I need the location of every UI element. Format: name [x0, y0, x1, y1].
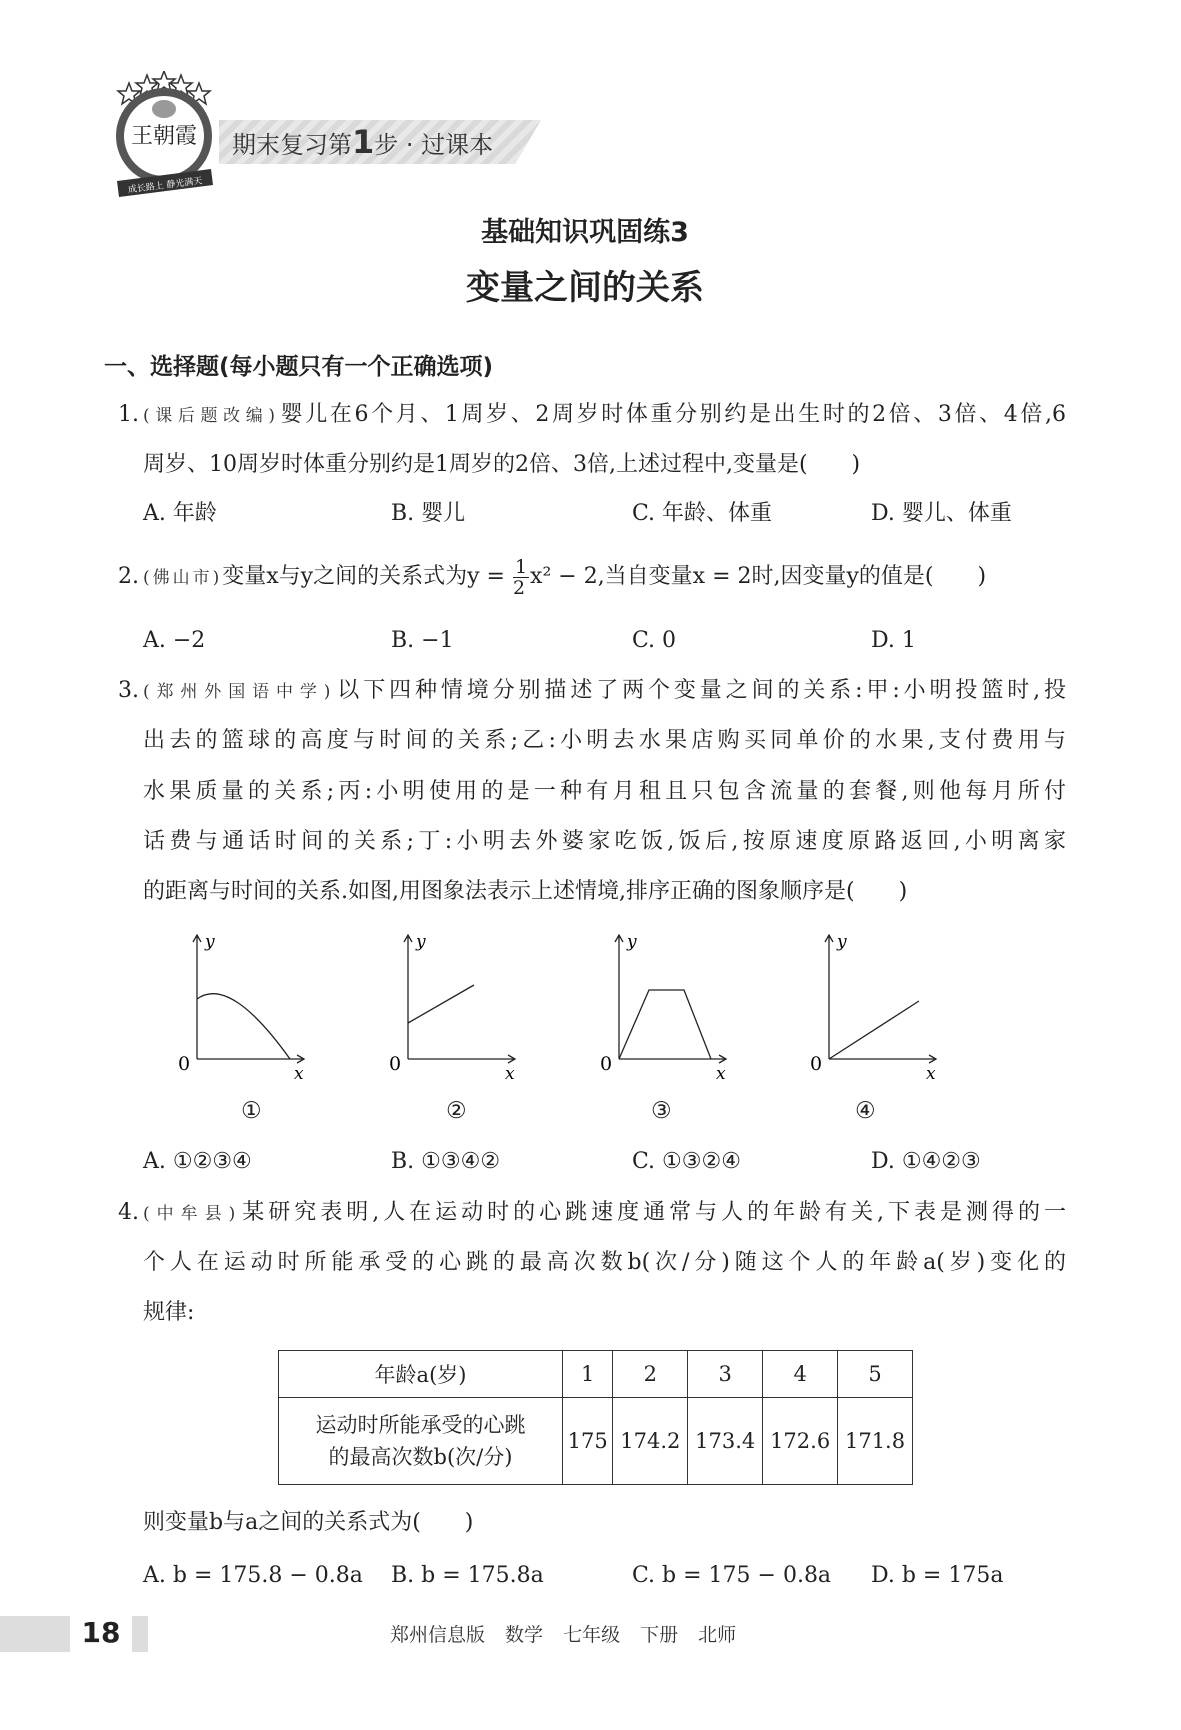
table-cell: 3 [688, 1351, 763, 1398]
logo-text: 王朝霞 [130, 124, 198, 149]
question-2-line [143, 548, 1066, 607]
x-label: x [294, 1064, 304, 1084]
publisher-logo [109, 71, 219, 201]
question-number: 3. [118, 678, 139, 703]
option-d[interactable]: D. 1 [871, 628, 916, 653]
curve [197, 994, 290, 1059]
x-label: x [505, 1064, 515, 1084]
line [829, 1001, 919, 1059]
question-source: (课后题改编) [143, 406, 278, 426]
header-line: 的最高次数b(次/分) [328, 1445, 513, 1469]
table-cell: 5 [838, 1351, 913, 1398]
x-label: x [926, 1064, 936, 1084]
table-cell: 174.2 [613, 1398, 688, 1485]
y-label: y [416, 932, 426, 952]
question-4-line: 规律: [143, 1300, 195, 1325]
table-row [279, 1351, 913, 1398]
question-text: 某研究表明,人在运动时的心跳速度通常与人的年龄有关,下表是测得的一 [238, 1200, 1067, 1225]
origin-label: 0 [178, 1053, 191, 1075]
x-label: x [716, 1064, 726, 1084]
banner-step: 1 [352, 123, 375, 161]
table-cell: 172.6 [763, 1398, 838, 1485]
question-number: 2. [118, 564, 139, 589]
question-prompt: 则变量b与a之间的关系式为( ) [143, 1510, 474, 1535]
option-b[interactable]: B. −1 [391, 628, 454, 653]
question-4-line: 个人在运动时所能承受的心跳的最高次数b(次/分)随这个人的年龄a(岁)变化的 [143, 1250, 1066, 1275]
option-a[interactable]: A. 年龄 [143, 501, 217, 526]
table-header-rate [279, 1398, 563, 1485]
option-c[interactable]: C. 0 [632, 628, 677, 653]
graph-1-parabola [170, 925, 320, 1085]
footer-edition: 郑州信息版 数学 七年级 下册 北师 [390, 1624, 737, 1646]
question-3-line: 水果质量的关系;丙:小明使用的是一种有月租且只包含流量的套餐,则他每月所付 [143, 779, 1066, 804]
heart-rate-table [278, 1350, 913, 1485]
question-source: (佛山市) [143, 568, 223, 588]
banner-suffix: 步 · 过课本 [374, 131, 494, 159]
line [408, 985, 474, 1023]
question-1-line: 周岁、10周岁时体重分别约是1周岁的2倍、3倍,上述过程中,变量是( ) [143, 452, 861, 477]
page-subtitle: 基础知识巩固练3 [481, 217, 689, 248]
fraction-denominator: 2 [512, 576, 526, 599]
table-header-age: 年龄a(岁) [279, 1351, 563, 1398]
question-text: 婴儿在6个月、1周岁、2周岁时体重分别约是出生时的2倍、3倍、4倍,6 [277, 402, 1066, 427]
question-3-line: 话费与通话时间的关系;丁:小明去外婆家吃饭,饭后,按原速度原路返回,小明离家 [143, 829, 1066, 854]
table-cell: 171.8 [838, 1398, 913, 1485]
option-b[interactable]: B. b = 175.8a [391, 1563, 544, 1588]
option-a[interactable]: A. ①②③④ [143, 1149, 252, 1174]
question-text: 变量x与y之间的关系式为y = [222, 564, 512, 589]
graph-3-trapezoid [592, 925, 742, 1085]
graph-label: ③ [651, 1098, 672, 1124]
fraction-numerator: 1 [514, 555, 528, 578]
origin-label: 0 [600, 1053, 613, 1075]
question-source: (郑州外国语中学) [143, 682, 334, 702]
option-a[interactable]: A. −2 [143, 628, 206, 653]
option-c[interactable]: C. b = 175 − 0.8a [632, 1563, 832, 1588]
table-cell: 173.4 [688, 1398, 763, 1485]
banner-prefix: 期末复习第 [232, 131, 352, 159]
option-d[interactable]: D. ①④②③ [871, 1149, 981, 1174]
table-cell: 1 [563, 1351, 613, 1398]
banner-title [232, 122, 493, 165]
y-label: y [837, 932, 847, 952]
option-c[interactable]: C. 年龄、体重 [632, 501, 773, 526]
graph-4-proportional-line [802, 925, 952, 1085]
graph-2-line-with-intercept [381, 925, 531, 1085]
option-b[interactable]: B. ①③④② [391, 1149, 501, 1174]
option-c[interactable]: C. ①③②④ [632, 1149, 741, 1174]
y-label: y [627, 932, 637, 952]
table-cell: 4 [763, 1351, 838, 1398]
question-3-line: 出去的篮球的高度与时间的关系;乙:小明去水果店购买同单价的水果,支付费用与 [143, 728, 1066, 753]
table-cell: 2 [613, 1351, 688, 1398]
origin-label: 0 [389, 1053, 402, 1075]
option-b[interactable]: B. 婴儿 [391, 501, 466, 526]
y-label: y [205, 932, 215, 952]
option-d[interactable]: D. 婴儿、体重 [871, 501, 1012, 526]
graph-label: ① [241, 1098, 262, 1124]
table-row [279, 1398, 913, 1485]
header-line: 运动时所能承受的心跳 [315, 1413, 526, 1437]
graph-label: ④ [855, 1098, 876, 1124]
section-heading: 一、选择题(每小题只有一个正确选项) [104, 354, 494, 380]
page-number: 18 [70, 1612, 132, 1652]
trapezoid-path [619, 990, 711, 1059]
logo-slogan: 成长路上 静光满天 [127, 176, 203, 196]
question-1-line [143, 400, 1066, 431]
page-title: 变量之间的关系 [466, 268, 704, 308]
question-number: 4. [118, 1200, 139, 1225]
question-text: x² − 2,当自变量x = 2时,因变量y的值是( ) [530, 564, 987, 589]
option-d[interactable]: D. b = 175a [871, 1563, 1004, 1588]
question-3-line [143, 676, 1066, 707]
option-a[interactable]: A. b = 175.8 − 0.8a [143, 1563, 363, 1588]
question-number: 1. [118, 402, 139, 427]
question-source: (中牟县) [143, 1204, 239, 1224]
question-3-line: 的距离与时间的关系.如图,用图象法表示上述情境,排序正确的图象顺序是( ) [143, 879, 908, 904]
graph-label: ② [446, 1098, 467, 1124]
question-text: 以下四种情境分别描述了两个变量之间的关系:甲:小明投篮时,投 [333, 678, 1066, 703]
table-cell: 175 [563, 1398, 613, 1485]
question-4-line [143, 1198, 1066, 1229]
fraction [513, 557, 529, 598]
origin-label: 0 [810, 1053, 823, 1075]
